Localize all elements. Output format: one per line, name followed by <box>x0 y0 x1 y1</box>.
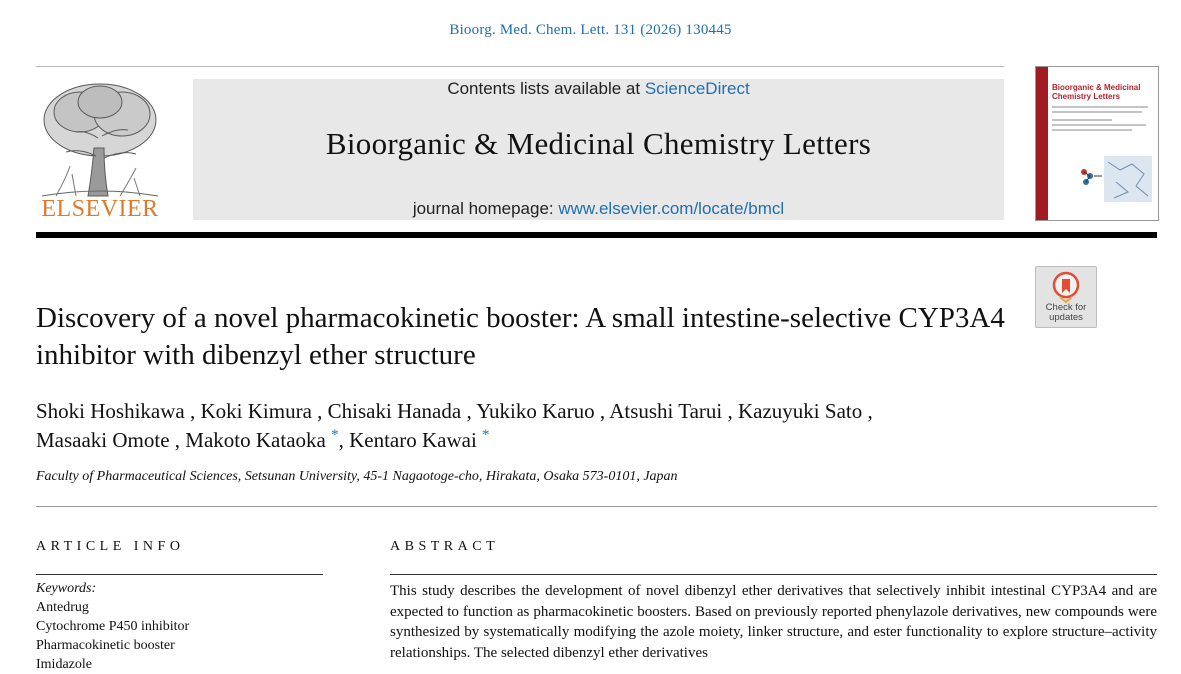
check-updates-line2: updates <box>1049 312 1083 323</box>
homepage-prefix: journal homepage: <box>412 199 559 218</box>
contents-line <box>193 79 1004 99</box>
author-9[interactable]: Kentaro Kawai * <box>349 427 490 452</box>
contents-prefix: Contents lists available at <box>447 79 645 98</box>
check-updates-label <box>1036 303 1096 323</box>
affiliation: Faculty of Pharmaceutical Sciences, Setsunan University, 45-1 Nagaotoge-cho, Hirakata, Osaka 573-0101, Japan <box>36 469 678 484</box>
elsevier-wordmark[interactable]: ELSEVIER <box>41 196 159 222</box>
journal-citation[interactable]: Bioorg. Med. Chem. Lett. 131 (2026) 130445 <box>449 22 732 38</box>
author-6[interactable]: Kazuyuki Sato <box>738 399 863 423</box>
keyword-item: Antedrug <box>36 600 89 615</box>
header-divider <box>36 66 1004 67</box>
keyword-item: Pharmacokinetic booster <box>36 638 175 653</box>
keywords-list <box>36 598 189 674</box>
cover-red-band <box>1036 67 1048 220</box>
journal-cover[interactable] <box>1035 66 1159 221</box>
author-3[interactable]: Chisaki Hanada <box>327 399 462 423</box>
author-8[interactable]: Makoto Kataoka * <box>185 427 339 452</box>
keyword-item: Cytochrome P450 inhibitor <box>36 619 190 634</box>
homepage-line <box>193 199 1004 219</box>
corresponding-author-mark[interactable]: * <box>482 427 490 443</box>
author-5[interactable]: Atsushi Tarui <box>609 399 723 423</box>
author-1[interactable]: Shoki Hoshikawa <box>36 399 185 423</box>
cover-title: Bioorganic & Medicinal Chemistry Letters <box>1052 83 1141 101</box>
article-info-heading: ARTICLE INFO <box>36 539 185 554</box>
author-7[interactable]: Masaaki Omote <box>36 428 170 452</box>
journal-name: Bioorganic & Medicinal Chemistry Letters <box>325 126 872 161</box>
check-for-updates-button[interactable] <box>1035 266 1097 328</box>
abstract-rule <box>390 574 1157 575</box>
article-info-rule <box>36 574 323 575</box>
cover-molecule-artwork <box>1076 152 1154 207</box>
affiliation-divider <box>36 506 1157 507</box>
author-4[interactable]: Yukiko Karuo <box>476 399 595 423</box>
article-title: Discovery of a novel pharmacokinetic booster: A small intestine-selective CYP3A4 inhibitor with dibenzyl ether structure <box>36 302 1005 371</box>
sciencedirect-link[interactable]: ScienceDirect <box>644 79 750 98</box>
keywords-label: Keywords: <box>36 581 97 596</box>
check-updates-line1: Check for <box>1045 302 1087 313</box>
corresponding-author-mark[interactable]: * <box>331 427 339 443</box>
keyword-item: Imidazole <box>36 657 92 672</box>
author-2[interactable]: Koki Kimura <box>200 399 312 423</box>
cover-text-lines-icon <box>1052 103 1152 133</box>
abstract-heading: ABSTRACT <box>390 539 500 554</box>
masthead-rule <box>36 232 1157 238</box>
check-updates-icon <box>1051 271 1081 303</box>
abstract-text: This study describes the development of novel dibenzyl ether derivatives that selectively inhibit intestinal CYP3A4 and are expected to function as pharmacokinetic boosters. Based on previously reported phenylazole derivatives, new compounds were synthesized by systematically modifying the azole moiety, linker structure, and ester functionality to explore structure–activity relationships. The selected dibenzyl ether derivatives <box>390 583 1157 661</box>
journal-homepage-link[interactable]: www.elsevier.com/locate/bmcl <box>558 199 785 218</box>
author-list: Shoki Hoshikawa , Koki Kimura , Chisaki Hanada , Yukiko Karuo , Atsushi Tarui , Kazuyuki Sato , Masaaki Omote , Makoto Kataoka *, Kentaro Kawai * <box>36 399 873 452</box>
